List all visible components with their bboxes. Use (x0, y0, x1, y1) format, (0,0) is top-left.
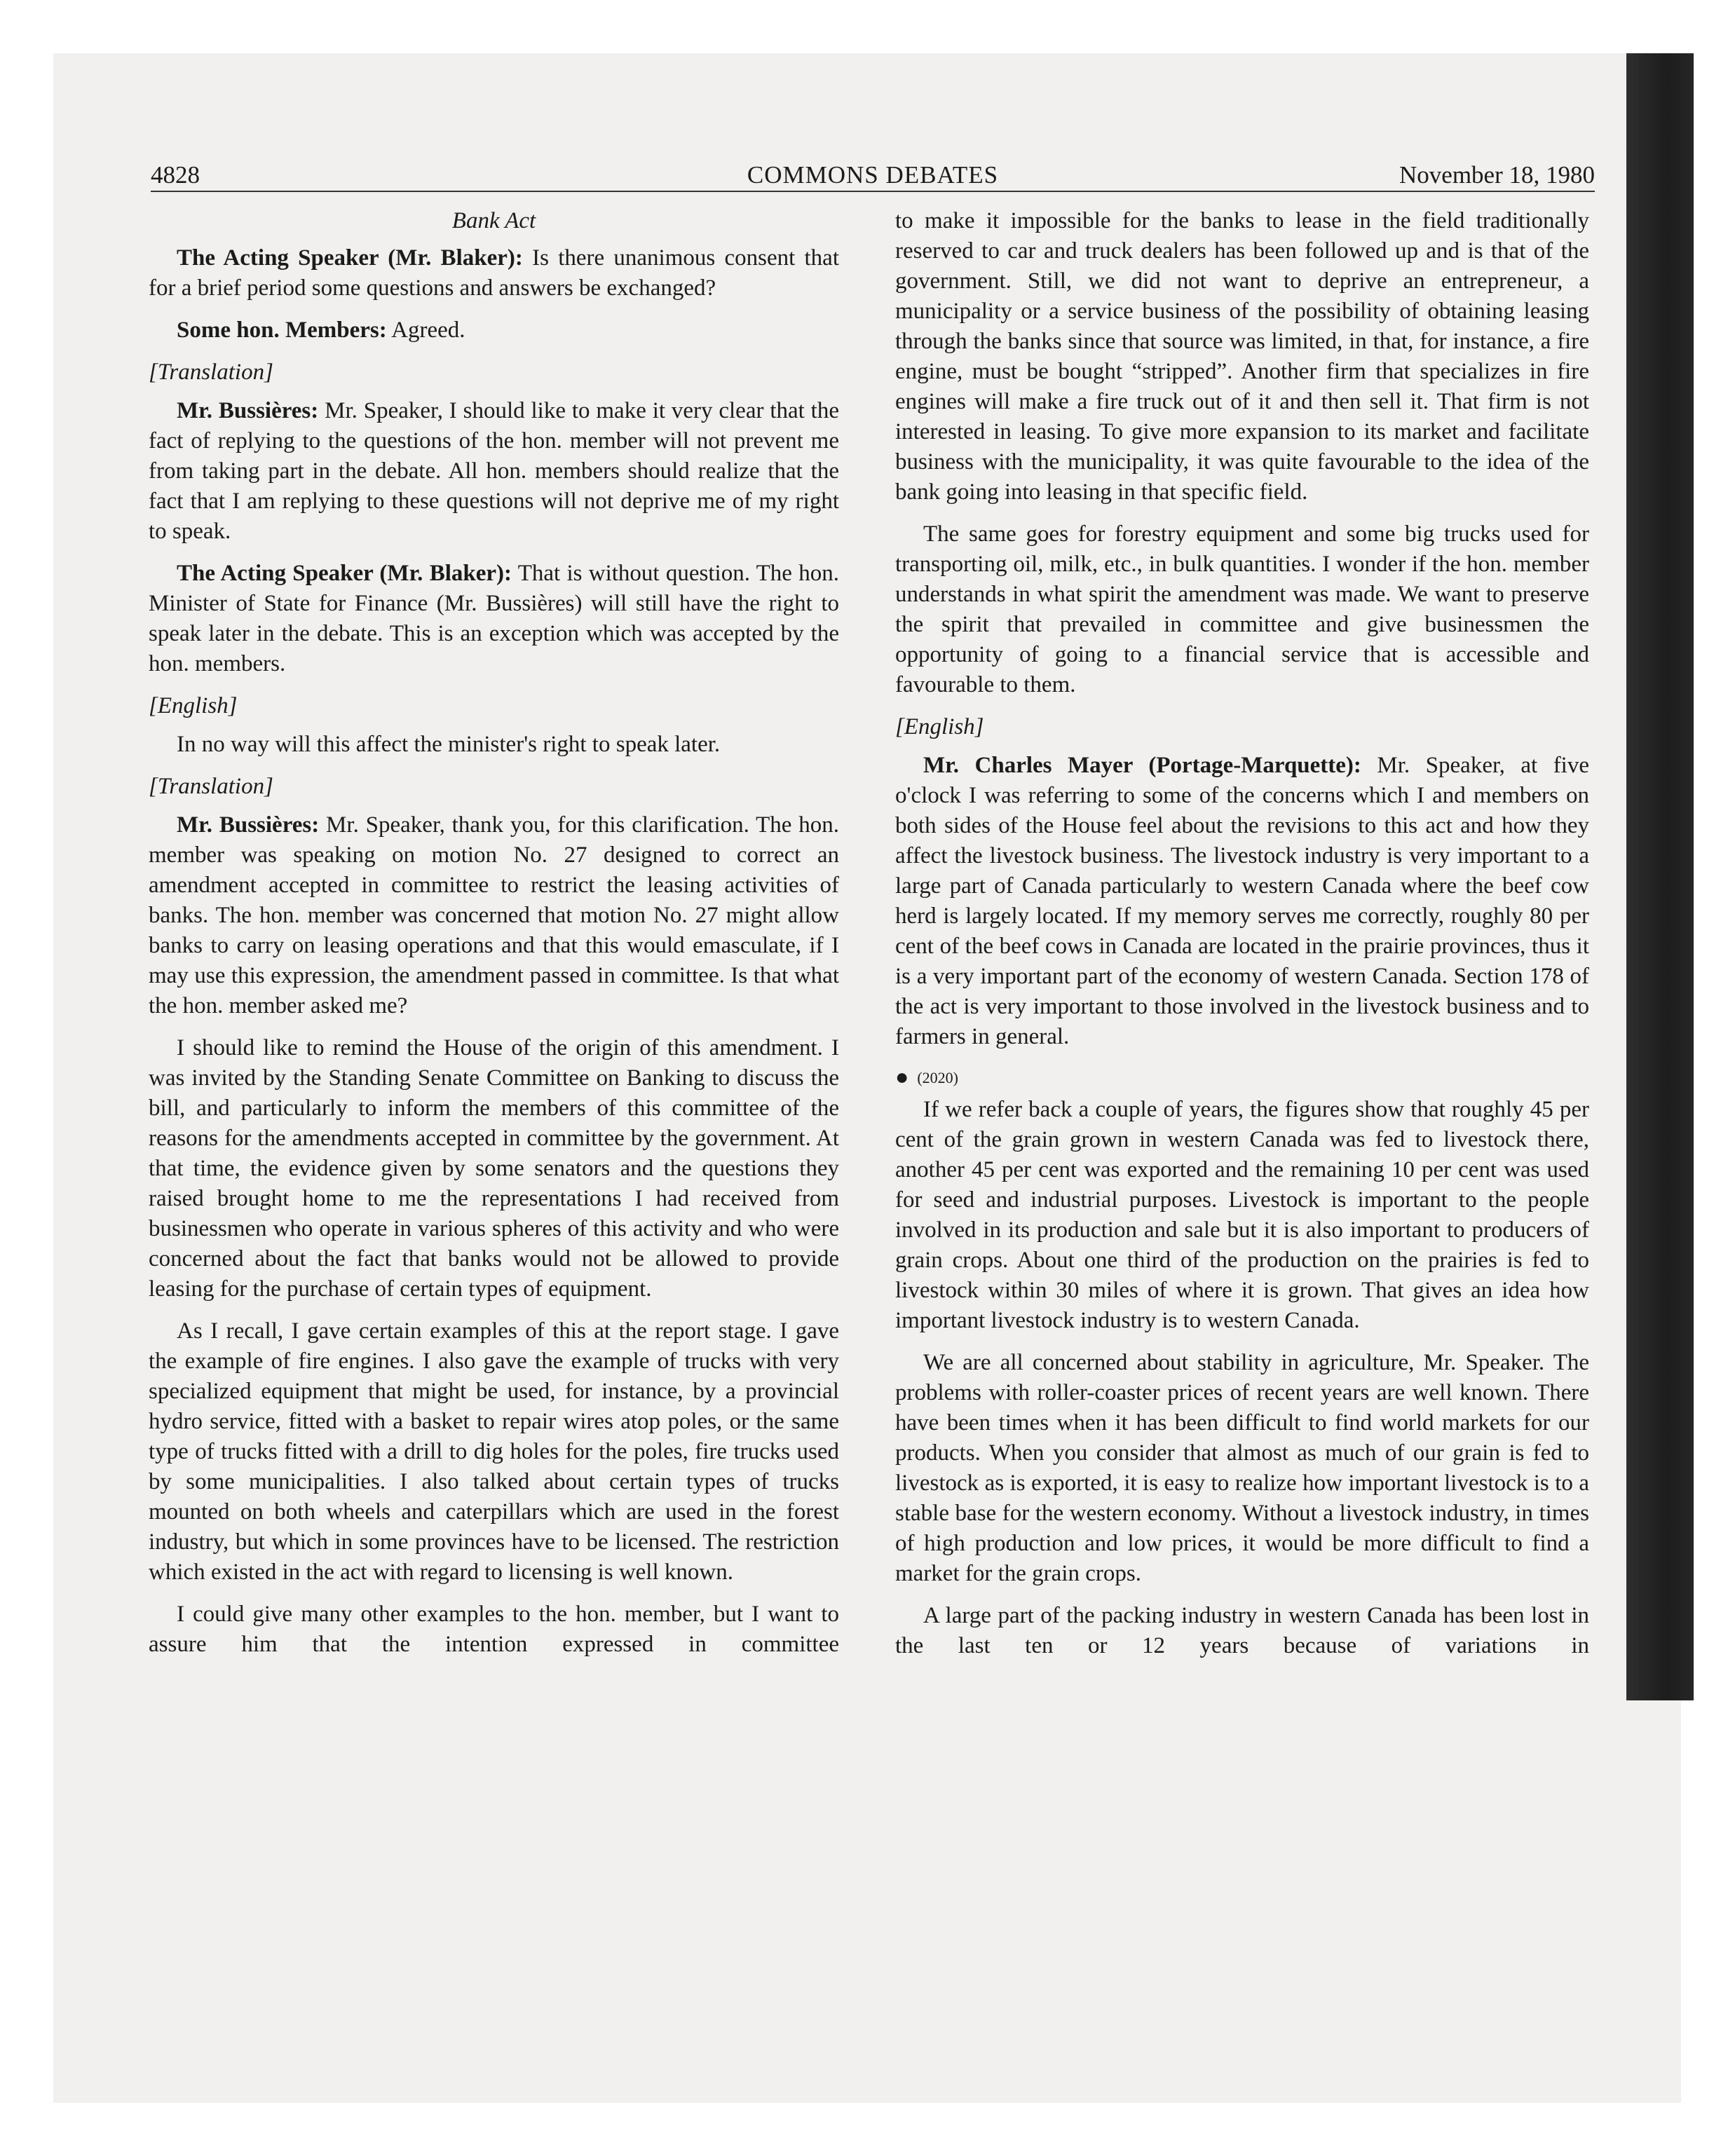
language-label: [Translation] (149, 774, 273, 799)
binding-shadow (1626, 53, 1694, 1700)
speech-text: That is without question. The hon. Minister of State for Finance (Mr. Bussières) will still have the right to speak later in the debate. This is an exception which was accepted by the hon. members. (149, 561, 839, 676)
speech-text: I should like to remind the House of the origin of this amendment. I was invited by the Standing Senate Committee on Banking to discuss the bill, and particularly to inform the members of this committee of the reasons for the amendments accepted in committee by the government. At that time, the evidence given by some senators and the questions they raised brought home to me the representations I had received from businessmen who operate in various spheres of this activity and who were concerned about the fact that banks would not be allowed to provide leasing for the purchase of certain types of equipment. (149, 1035, 839, 1302)
speech-paragraph (149, 243, 839, 303)
speaker-name: The Acting Speaker (Mr. Blaker): (177, 245, 523, 271)
speech-paragraph (149, 730, 839, 760)
page-number: 4828 (151, 161, 200, 189)
page-date: November 18, 1980 (1399, 161, 1595, 189)
page-header (151, 160, 1595, 192)
speech-paragraph (149, 810, 839, 1021)
speech-text: I could give many other examples to the hon. member, but I want to assure him that the intention expressed in committee (149, 1602, 839, 1657)
speaker-name: The Acting Speaker (Mr. Blaker): (177, 561, 512, 586)
right-column-text (895, 206, 1589, 1661)
speaker-name: Mr. Charles Mayer (Portage-Marquette): (923, 753, 1361, 778)
time-stamp: (2020) (917, 1069, 958, 1086)
speech-paragraph (895, 206, 1589, 507)
left-column-text (149, 243, 839, 1660)
speech-text: Mr. Speaker, at five o'clock I was referring to some of the concerns which I and members on both sides of the House feel about the revisions to this act and how they affect the livestock business. The livestock industry is very important to a large part of Canada particularly to western Canada where the beef cow herd is largely located. If my memory serves me correctly, roughly 80 per cent of the beef cows in Canada are located in the prairie provinces, thus it is a very important part of the economy of western Canada. Section 178 of the act is very important to those involved in the livestock business and to farmers in general. (895, 753, 1589, 1049)
language-label: [English] (149, 693, 238, 718)
speech-paragraph (149, 315, 839, 346)
speech-text: Is there unanimous consent that for a brief period some questions and answers be exchanged? (149, 245, 839, 301)
speech-paragraph (895, 1348, 1589, 1589)
speech-text: to make it impossible for the banks to lease in the field traditionally reserved to car and truck dealers has been followed up and is that of the government. Still, we did not want to deprive an entrepreneur, a municipality or a service business of the possibility of obtaining leasing through the banks since that source was limited, in that, for instance, a fire engine, must be bought “stripped”. Another firm that specializes in fire engines will make a fire truck out of it and then sell it. That firm is not interested in leasing. To give more expansion to its market and facilitate business with the municipality, it was quite favourable to the idea of the bank going into leasing in that specific field. (895, 208, 1589, 505)
language-label: [Translation] (149, 360, 273, 385)
speech-paragraph (149, 1033, 839, 1304)
speaker-name: Mr. Bussières: (177, 812, 320, 838)
speech-text: Mr. Speaker, I should like to make it very clear that the fact of replying to the questions of the hon. member will not prevent me from taking part in the debate. All hon. members should realize that the fact that I am replying to these questions will not deprive me of my right to speak. (149, 398, 839, 544)
speech-text: A large part of the packing industry in western Canada has been lost in the last ten or 12 years because of variations in (895, 1603, 1589, 1658)
right-column (895, 206, 1589, 1673)
speech-text: Mr. Speaker, thank you, for this clarification. The hon. member was speaking on motion No. 27 designed to correct an amendment accepted in committee to restrict the leasing activities of banks. The hon. member was concerned that motion No. 27 might allow banks to carry on leasing operations and that this would emasculate, if I may use this expression, the amendment passed in committee. Is that what the hon. member asked me? (149, 812, 839, 1018)
speech-text: If we refer back a couple of years, the figures show that roughly 45 per cent of the grain grown in western Canada was fed to livestock there, another 45 per cent was exported and the remaining 10 per cent was used for seed and industrial purposes. Livestock is important to the people involved in its production and sale but it is also important to producers of grain crops. About one third of the production on the prairies is fed to livestock within 30 miles of where it is grown. That gives an idea how important livestock industry is to western Canada. (895, 1097, 1589, 1333)
speech-paragraph (149, 396, 839, 547)
speaker-name: Some hon. Members: (177, 318, 387, 343)
left-column (149, 206, 839, 1672)
speaker-name: Mr. Bussières: (177, 398, 319, 423)
speech-text: In no way will this affect the minister's right to speak later. (177, 732, 721, 757)
speech-paragraph (895, 1601, 1589, 1661)
section-heading: Bank Act (451, 208, 536, 233)
speech-text: Agreed. (386, 318, 465, 343)
speech-paragraph (149, 1599, 839, 1660)
bullet-icon: ● (895, 1064, 909, 1089)
speech-paragraph (895, 519, 1589, 700)
speech-paragraph (149, 559, 839, 679)
speech-paragraph (895, 751, 1589, 1052)
speech-text: The same goes for forestry equipment and some big trucks used for transporting oil, milk, etc., in bulk quantities. I wonder if the hon. member understands in what spirit the amendment was made. We want to preserve the spirit that prevailed in committee and give businessmen the opportunity of going to a financial service that is accessible and favourable to them. (895, 521, 1589, 697)
time-marker (895, 1064, 1589, 1089)
speech-paragraph (149, 1316, 839, 1588)
speech-text: As I recall, I gave certain examples of this at the report stage. I gave the example of fire engines. I also gave the example of trucks with very specialized equipment that might be used, for instance, by a provincial hydro service, fitted with a basket to repair wires atop poles, or the same type of trucks fitted with a drill to dig holes for the poles, fire trucks used by some municipalities. I also talked about certain types of trucks mounted on both wheels and caterpillars which are used in the forest industry, but which in some provinces have to be licensed. The restriction which existed in the act with regard to licensing is well known. (149, 1318, 839, 1585)
speech-paragraph (895, 1095, 1589, 1336)
publication-title: COMMONS DEBATES (747, 161, 999, 189)
speech-text: We are all concerned about stability in agriculture, Mr. Speaker. The problems with roller-coaster prices of recent years are well known. There have been times when it has been difficult to find world markets for our products. When you consider that almost as much of our grain is fed to livestock as is exported, it is easy to realize how important livestock is to a stable base for the western economy. Without a livestock industry, in times of high production and low prices, it would be more difficult to find a market for the grain crops. (895, 1350, 1589, 1586)
language-label: [English] (895, 714, 984, 739)
